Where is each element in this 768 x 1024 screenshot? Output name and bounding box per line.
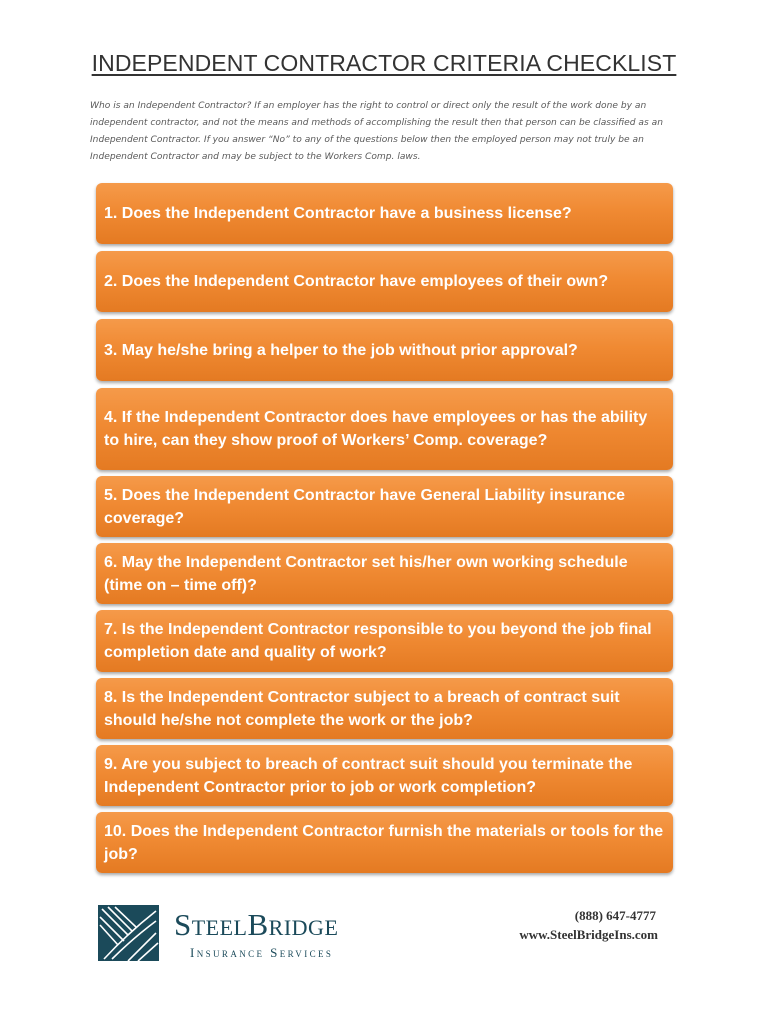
question-item-5 <box>96 476 673 537</box>
question-item-4 <box>96 388 673 470</box>
question-item-7 <box>96 610 673 672</box>
contact-info <box>478 906 658 944</box>
question-text: 3. May he/she bring a helper to the job without prior approval? <box>104 341 578 359</box>
question-item-8 <box>96 678 673 739</box>
question-text: 9. Are you subject to breach of contract suit should you terminate the Independent Contractor prior to job or work completion? <box>104 755 633 796</box>
intro-paragraph: Who is an Independent Contractor? If an employer has the right to control or direct only the result of the work done by an independent contractor, and not the means and methods of accomplishing the result then that person can be classified as an Independent Contractor. If you answer “No” to any of the questions below then the employed person may not truly be an Independent Contractor and may be subject to the Workers Comp. laws. <box>90 101 663 162</box>
question-text: 6. May the Independent Contractor set his/her own working schedule (time on – time off)? <box>104 553 628 594</box>
question-item-10 <box>96 812 673 873</box>
steelbridge-logo <box>98 905 398 965</box>
phone-number: (888) 647-4777 <box>574 908 656 923</box>
question-text: 2. Does the Independent Contractor have employees of their own? <box>104 273 609 290</box>
question-item-6 <box>96 543 673 604</box>
question-text: 7. Is the Independent Contractor responsible to you beyond the job final completion date and quality of work? <box>104 621 652 661</box>
website-link[interactable]: www.SteelBridgeIns.com <box>519 927 658 942</box>
question-item-2 <box>96 251 673 312</box>
question-item-1 <box>96 183 673 244</box>
brand-subtitle: Insurance Services <box>190 945 334 960</box>
question-text: 8. Is the Independent Contractor subject to a breach of contract suit should he/she not complete the work or the job? <box>104 688 620 729</box>
bridge-logo-icon <box>98 905 159 961</box>
question-item-3 <box>96 319 673 381</box>
question-text: 4. If the Independent Contractor does have employees or has the ability to hire, can they show proof of Workers’ Comp. coverage? <box>104 409 648 449</box>
question-text: 5. Does the Independent Contractor have General Liability insurance coverage? <box>104 486 626 527</box>
brand-name: SteelBridge <box>174 907 339 942</box>
question-text: 10. Does the Independent Contractor furnish the materials or tools for the job? <box>104 822 664 863</box>
question-item-9 <box>96 745 673 806</box>
page-title: INDEPENDENT CONTRACTOR CRITERIA CHECKLIST <box>91 50 677 76</box>
question-text: 1. Does the Independent Contractor have a business license? <box>104 205 572 222</box>
